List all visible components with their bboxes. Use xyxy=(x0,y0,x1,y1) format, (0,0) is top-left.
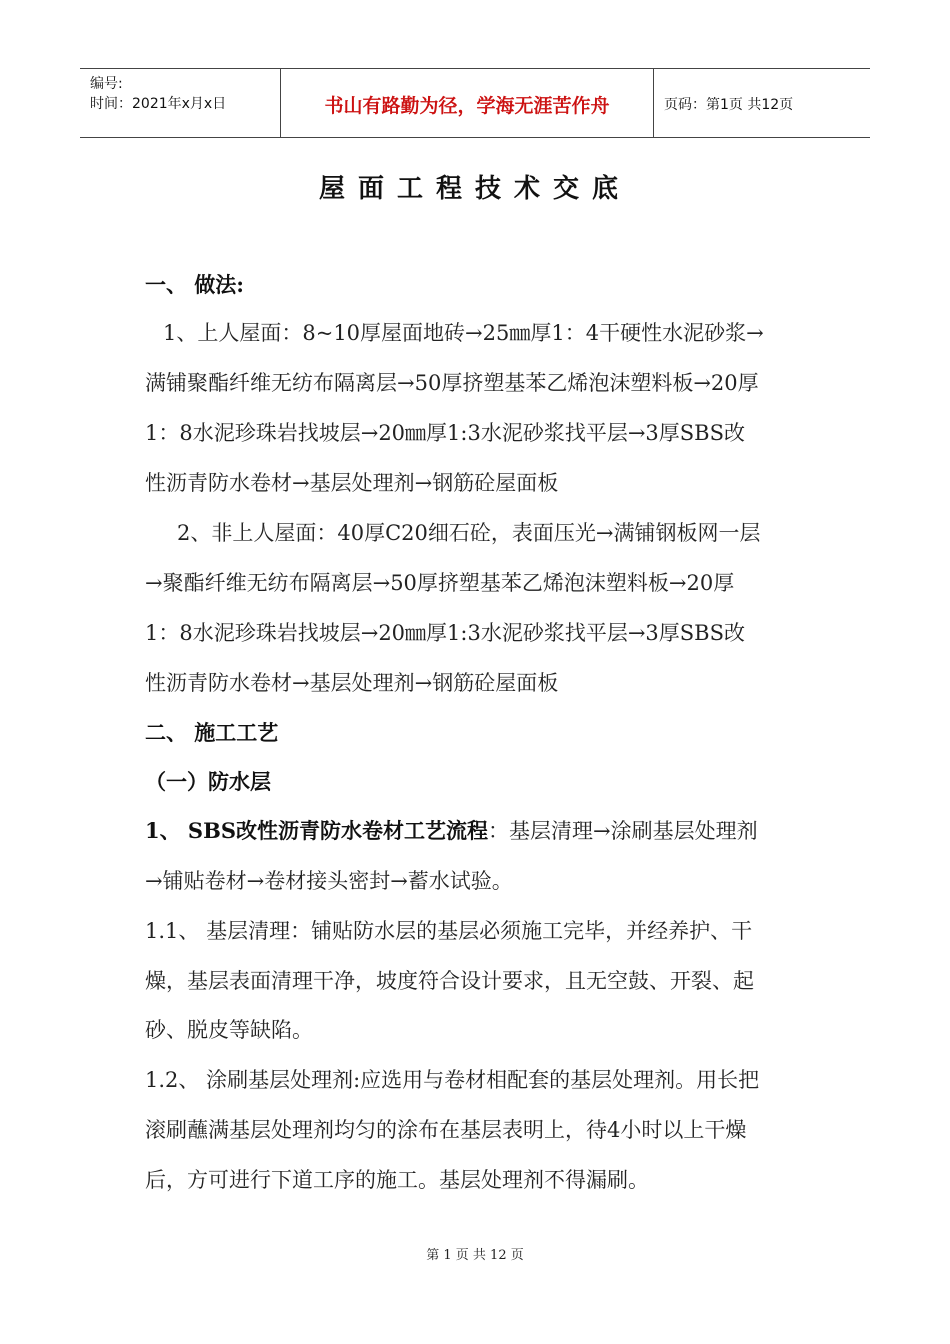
paragraph-line: 1.2、 涂刷基层处理剂:应选用与卷材相配套的基层处理剂。用长把 xyxy=(145,1068,760,1092)
paragraph-line: 性沥青防水卷材→基层处理剂→钢筋砼屋面板 xyxy=(145,471,559,495)
document-title: 屋面工程技术交底 xyxy=(318,174,631,204)
paragraph-line: 满铺聚酯纤维无纺布隔离层→50厚挤塑基苯乙烯泡沫塑料板→20厚 xyxy=(145,371,759,395)
item-heading: 1、 SBS改性沥青防水卷材工艺流程 xyxy=(145,818,489,843)
header-info-cell xyxy=(80,69,281,137)
paragraph-line: 砂、脱皮等缺陷。 xyxy=(145,1018,313,1042)
paragraph-line: 滚刷蘸满基层处理剂均匀的涂布在基层表明上，待4小时以上干燥 xyxy=(145,1118,747,1142)
item-text: ：基层清理→涂刷基层处理剂 xyxy=(488,819,758,843)
document-header xyxy=(80,68,870,138)
paragraph-line: 1.1、 基层清理：铺贴防水层的基层必须施工完毕，并经养护、干 xyxy=(145,919,753,943)
paragraph-line: 后，方可进行下道工序的施工。基层处理剂不得漏刷。 xyxy=(145,1168,649,1192)
section-heading: 一、 做法: xyxy=(145,272,245,297)
paragraph-line: 燥，基层表面清理干净，坡度符合设计要求，且无空鼓、开裂、起 xyxy=(145,969,754,993)
header-page-code: 页码：第1页 共12页 xyxy=(664,97,794,113)
paragraph-line: 1、上人屋面：8~10厚屋面地砖→25㎜厚1：4干硬性水泥砂浆→ xyxy=(163,321,764,345)
document-number-label: 编号: xyxy=(90,76,123,92)
paragraph-line: 性沥青防水卷材→基层处理剂→钢筋砼屋面板 xyxy=(145,671,559,695)
header-motto: 书山有路勤为径，学海无涯苦作舟 xyxy=(324,95,610,117)
paragraph-line: 1：8水泥珍珠岩找坡层→20㎜厚1:3水泥砂浆找平层→3厚SBS改 xyxy=(145,421,745,445)
paragraph-line xyxy=(145,816,758,846)
document-date: 时间：2021年x月x日 xyxy=(90,96,227,112)
subsection-heading: （一）防水层 xyxy=(145,769,271,794)
paragraph-line: 1：8水泥珍珠岩找坡层→20㎜厚1:3水泥砂浆找平层→3厚SBS改 xyxy=(145,621,745,645)
page-footer: 第 1 页 共 12 页 xyxy=(426,1248,524,1263)
header-motto-cell xyxy=(281,69,654,137)
paragraph-line: →聚酯纤维无纺布隔离层→50厚挤塑基苯乙烯泡沫塑料板→20厚 xyxy=(145,571,735,595)
paragraph-line: 2、非上人屋面：40厚C20细石砼，表面压光→满铺钢板网一层 xyxy=(177,521,761,545)
paragraph-line: →铺贴卷材→卷材接头密封→蓄水试验。 xyxy=(145,869,513,893)
header-page-cell xyxy=(654,69,870,137)
section-heading: 二、 施工工艺 xyxy=(145,720,279,745)
